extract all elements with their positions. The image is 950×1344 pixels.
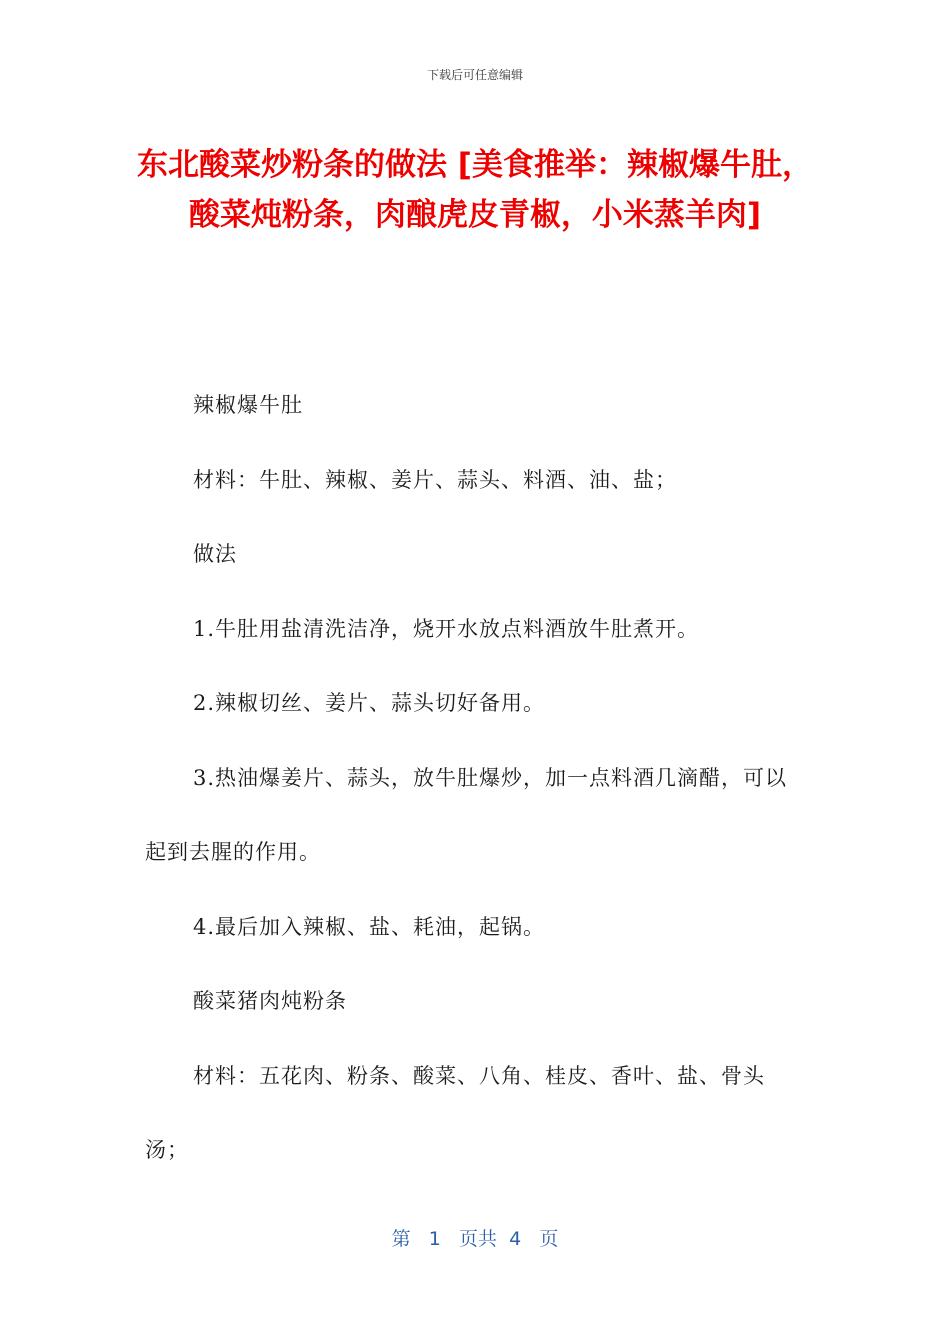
paragraph-step-3: 3.热油爆姜片、蒜头，放牛肚爆炒，加一点料酒几滴醋，可以起到去腥的作用。 xyxy=(145,765,788,864)
paragraph-dish-2-ingredients: 材料：五花肉、粉条、酸菜、八角、桂皮、香叶、盐、骨头汤； xyxy=(145,1063,765,1162)
total-pages-number: 4 xyxy=(509,1228,522,1250)
paragraph-step-4: 4.最后加入辣椒、盐、耗油，起锅。 xyxy=(193,914,546,939)
current-page-number: 1 xyxy=(428,1228,441,1250)
paragraph-step-2: 2.辣椒切丝、姜片、蒜头切好备用。 xyxy=(193,691,546,715)
header-note: 下载后可任意编辑 xyxy=(426,68,523,82)
paragraph-dish-1-name: 辣椒爆牛肚 xyxy=(193,393,303,417)
page-label-mid: 页共 xyxy=(459,1228,498,1250)
page-footer xyxy=(0,1224,950,1251)
page-label-prefix: 第 xyxy=(391,1228,411,1250)
page-label-suffix: 页 xyxy=(539,1228,559,1250)
paragraph-method-heading: 做法 xyxy=(193,542,237,566)
paragraph-dish-2-name: 酸菜猪肉炖粉条 xyxy=(193,989,347,1013)
page-title: 东北酸菜炒粉条的做法 [美食推举：辣椒爆牛肚，酸菜炖粉条，肉酿虎皮青椒，小米蒸羊肉] xyxy=(137,147,813,233)
paragraph-step-1: 1.牛肚用盐清洗洁净，烧开水放点料酒放牛肚煮开。 xyxy=(193,616,700,641)
document-body xyxy=(145,368,805,1188)
paragraph-dish-1-ingredients: 材料：牛肚、辣椒、姜片、蒜头、料酒、油、盐； xyxy=(193,467,677,492)
